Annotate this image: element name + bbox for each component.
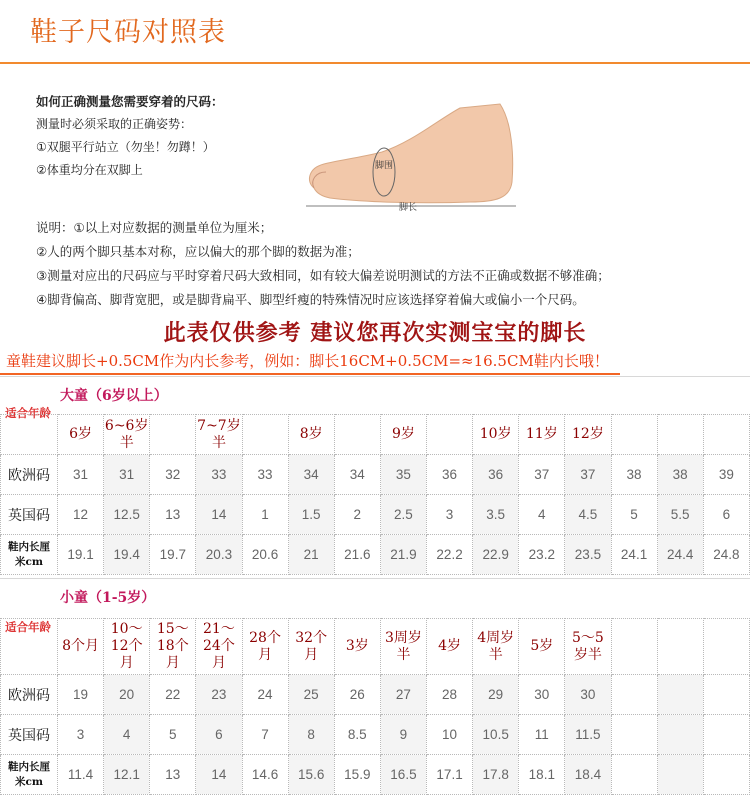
size-cell: 31 [104,455,150,495]
size-cell: 15.6 [288,755,334,795]
row-label: 欧洲码 [1,455,58,495]
foot-illustration [300,102,530,214]
age-cell: 3岁 [334,619,380,675]
row-label: 英国码 [1,715,58,755]
foot-shape [309,104,512,203]
headline: 此表仅供参考 建议您再次实测宝宝的脚长 [163,320,587,346]
size-cell: 23 [196,675,242,715]
age-cell [657,619,703,675]
size-cell: 24.1 [611,535,657,575]
size-cell: 38 [611,455,657,495]
age-cell [611,415,657,455]
size-cell [611,755,657,795]
row-label: 英国码 [1,495,58,535]
note-line: ④脚背偏高、脚背宽肥，或是脚背扁平、脚型纤瘦的特殊情况时应该选择穿着偏大或偏小一个尺码。 [36,292,585,307]
size-cell: 33 [242,455,288,495]
size-cell: 11.5 [565,715,611,755]
size-cell: 13 [150,495,196,535]
size-cell: 34 [334,455,380,495]
measure-instructions [36,90,224,182]
size-cell: 19 [58,675,104,715]
size-cell: 12.1 [104,755,150,795]
size-cell: 30 [519,675,565,715]
notes-block [36,216,610,312]
size-cell: 18.4 [565,755,611,795]
age-cell: 9岁 [380,415,426,455]
age-cell: 11岁 [519,415,565,455]
age-cell: 6岁 [58,415,104,455]
big-age-label: 适合年龄 [5,406,51,420]
size-cell: 20.3 [196,535,242,575]
size-cell: 10.5 [473,715,519,755]
size-cell [703,675,749,715]
note-line: ②人的两个脚只基本对称，应以偏大的那个脚的数据为准； [36,244,360,259]
age-cell: 4岁 [427,619,473,675]
age-cell [703,619,749,675]
size-cell: 3.5 [473,495,519,535]
small-kids-table [0,618,750,795]
size-cell: 35 [380,455,426,495]
size-cell: 24.8 [703,535,749,575]
age-cell: 5岁 [519,619,565,675]
age-cell: 10岁 [473,415,519,455]
length-label: 脚长 [398,203,418,213]
size-cell: 25 [288,675,334,715]
size-cell: 19.4 [104,535,150,575]
instruction-line: ①双腿平行站立（勿坐！勿蹲！） [36,140,215,154]
row-label-spacer [1,415,58,455]
size-cell: 3 [58,715,104,755]
size-cell: 32 [150,455,196,495]
age-cell: 5～5岁半 [565,619,611,675]
small-kids-title: 小童（1-5岁） [60,590,156,606]
size-cell: 34 [288,455,334,495]
size-cell: 11.4 [58,755,104,795]
size-cell: 21.6 [334,535,380,575]
size-cell: 2.5 [380,495,426,535]
size-cell: 26 [334,675,380,715]
size-cell: 6 [703,495,749,535]
size-cell: 12 [58,495,104,535]
row-label: 欧洲码 [1,675,58,715]
age-cell: 10～12个月 [104,619,150,675]
size-cell: 38 [657,455,703,495]
age-cell: 21～24个月 [196,619,242,675]
size-cell: 14 [196,755,242,795]
note-line: 说明：①以上对应数据的测量单位为厘米； [36,220,273,235]
size-cell: 36 [473,455,519,495]
size-cell: 8.5 [334,715,380,755]
age-cell: 7~7岁半 [196,415,242,455]
size-cell: 29 [473,675,519,715]
age-cell: 4周岁半 [473,619,519,675]
size-cell: 2 [334,495,380,535]
age-cell: 12岁 [565,415,611,455]
size-cell: 28 [427,675,473,715]
size-cell [611,675,657,715]
size-cell: 20.6 [242,535,288,575]
size-cell: 23.2 [519,535,565,575]
header-bar [0,0,750,64]
size-cell: 24 [242,675,288,715]
page-title: 鞋子尺码对照表 [30,17,226,48]
size-cell: 17.8 [473,755,519,795]
size-cell: 21.9 [380,535,426,575]
size-cell: 13 [150,755,196,795]
size-cell: 19.1 [58,535,104,575]
age-cell: 3周岁半 [380,619,426,675]
size-cell: 33 [196,455,242,495]
girth-label: 脚围 [374,161,394,171]
size-cell: 22.9 [473,535,519,575]
big-kids-title: 大童（6岁以上） [60,388,168,404]
age-cell [657,415,703,455]
size-cell [657,755,703,795]
size-cell: 27 [380,675,426,715]
age-cell [334,415,380,455]
age-cell: 8岁 [288,415,334,455]
size-cell: 11 [519,715,565,755]
row-label: 鞋内长厘 米cm [1,755,58,795]
instruction-line: 测量时必须采取的正确姿势： [36,117,193,131]
size-cell: 30 [565,675,611,715]
size-cell: 4 [104,715,150,755]
size-cell: 5 [611,495,657,535]
divider [0,373,620,375]
size-cell: 23.5 [565,535,611,575]
size-cell: 1.5 [288,495,334,535]
size-cell: 21 [288,535,334,575]
row-label: 鞋内长厘 米cm [1,535,58,575]
measure-question: 如何正确测量您需要穿着的尺码： [36,94,224,109]
size-cell [657,675,703,715]
row-label-spacer [1,619,58,675]
size-cell: 17.1 [427,755,473,795]
size-cell: 36 [427,455,473,495]
small-age-label: 适合年龄 [5,620,51,634]
big-kids-header [0,376,750,420]
subheadline: 童鞋建议脚长+0.5CM作为内长参考，例如：脚长16CM+0.5CM=≈16.5CM鞋内长哦！ [6,352,609,370]
size-cell: 14.6 [242,755,288,795]
age-cell: 32个月 [288,619,334,675]
age-cell: 15～18个月 [150,619,196,675]
size-cell: 9 [380,715,426,755]
size-cell: 5.5 [657,495,703,535]
age-cell: 6~6岁半 [104,415,150,455]
size-cell: 4.5 [565,495,611,535]
size-cell: 5 [150,715,196,755]
size-cell: 37 [519,455,565,495]
size-cell: 6 [196,715,242,755]
size-cell: 1 [242,495,288,535]
size-cell: 24.4 [657,535,703,575]
size-cell: 10 [427,715,473,755]
size-cell [657,715,703,755]
size-cell: 22 [150,675,196,715]
age-cell: 28个月 [242,619,288,675]
big-kids-table [0,414,750,575]
age-cell [150,415,196,455]
size-cell: 39 [703,455,749,495]
size-cell: 31 [58,455,104,495]
size-cell: 20 [104,675,150,715]
age-cell [242,415,288,455]
size-cell [703,715,749,755]
size-cell: 4 [519,495,565,535]
size-cell: 19.7 [150,535,196,575]
age-cell [703,415,749,455]
note-line: ③测量对应出的尺码应与平时穿着尺码大致相同，如有较大偏差说明测试的方法不正确或数据不够准确； [36,268,610,283]
size-cell: 37 [565,455,611,495]
size-cell: 8 [288,715,334,755]
size-cell: 7 [242,715,288,755]
age-cell: 8个月 [58,619,104,675]
size-cell: 22.2 [427,535,473,575]
instruction-line: ②体重均分在双脚上 [36,163,143,177]
age-cell [611,619,657,675]
size-cell [703,755,749,795]
size-cell: 15.9 [334,755,380,795]
size-cell: 14 [196,495,242,535]
size-cell: 3 [427,495,473,535]
size-cell: 16.5 [380,755,426,795]
size-cell [611,715,657,755]
small-kids-header [0,578,750,634]
age-cell [427,415,473,455]
size-cell: 18.1 [519,755,565,795]
size-cell: 12.5 [104,495,150,535]
